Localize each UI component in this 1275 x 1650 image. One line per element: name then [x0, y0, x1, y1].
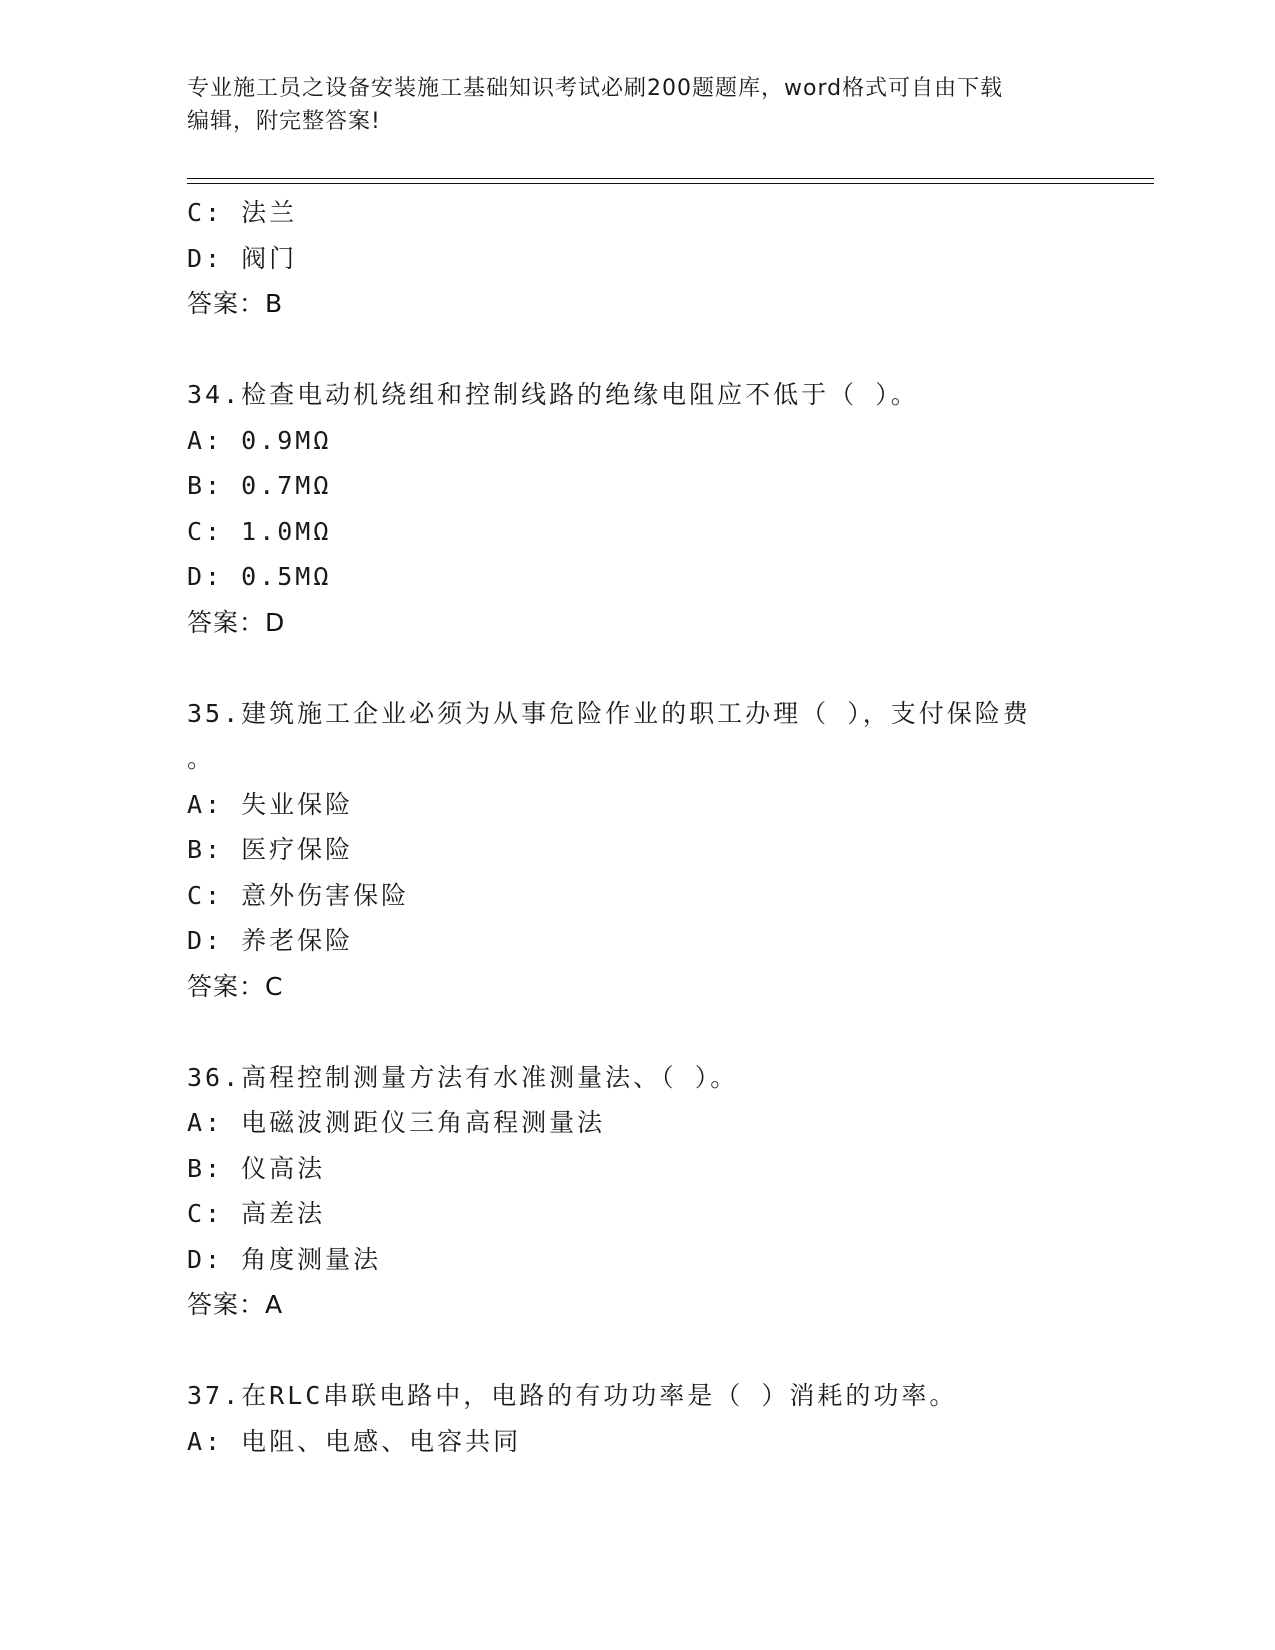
- question-text: 37.在RLC串联电路中，电路的有功功率是（ ）消耗的功率。: [187, 1381, 958, 1410]
- header-title-line-1: 专业施工员之设备安装施工基础知识考试必刷200题题库，word格式可自由下载: [187, 76, 1004, 101]
- option-d: D: 角度测量法: [187, 1244, 382, 1274]
- option-a: A: 电磁波测距仪三角高程测量法: [187, 1108, 606, 1137]
- option-b: B: 0.7MΩ: [187, 471, 332, 500]
- question-text-continued: 。: [187, 744, 216, 773]
- option-b: B: 仪高法: [187, 1153, 326, 1183]
- option-d: D: 养老保险: [187, 926, 354, 955]
- spacer: [187, 1009, 1087, 1055]
- answer: 答案：B: [187, 289, 284, 318]
- option-c: C: 高差法: [187, 1199, 326, 1228]
- spacer: [187, 645, 1087, 691]
- question-text: 34.检查电动机绕组和控制线路的绝缘电阻应不低于（ ）。: [187, 380, 919, 409]
- option-b: B: 医疗保险: [187, 835, 354, 864]
- answer: 答案：A: [187, 1290, 284, 1319]
- option-c: C: 1.0MΩ: [187, 516, 332, 546]
- question-37: [187, 1373, 1087, 1464]
- option-d: D: 0.5MΩ: [187, 562, 332, 591]
- answer: 答案：D: [187, 607, 286, 637]
- option-a: A: 0.9MΩ: [187, 425, 332, 455]
- option-a: A: 失业保险: [187, 789, 354, 819]
- option-d: D: 阀门: [187, 243, 298, 273]
- question-list: [187, 190, 1087, 1464]
- question-text: 36.高程控制测量方法有水准测量法、（ ）。: [187, 1062, 739, 1092]
- answer: 答案：C: [187, 971, 284, 1001]
- header-divider-top: [187, 178, 1154, 179]
- question-33-tail: [187, 190, 1087, 327]
- question-text: 35.建筑施工企业必须为从事危险作业的职工办理（ ），支付保险费: [187, 698, 1031, 728]
- option-c: C: 意外伤害保险: [187, 880, 410, 910]
- document-header: [187, 72, 1067, 138]
- spacer: [187, 1328, 1087, 1374]
- question-36: [187, 1055, 1087, 1328]
- option-c: C: 法兰: [187, 198, 298, 227]
- question-34: [187, 372, 1087, 645]
- header-title-line-2: 编辑，附完整答案!: [187, 109, 381, 134]
- spacer: [187, 327, 1087, 373]
- option-a: A: 电阻、电感、电容共同: [187, 1426, 522, 1456]
- question-35: [187, 691, 1087, 1010]
- header-divider-bottom: [187, 183, 1154, 184]
